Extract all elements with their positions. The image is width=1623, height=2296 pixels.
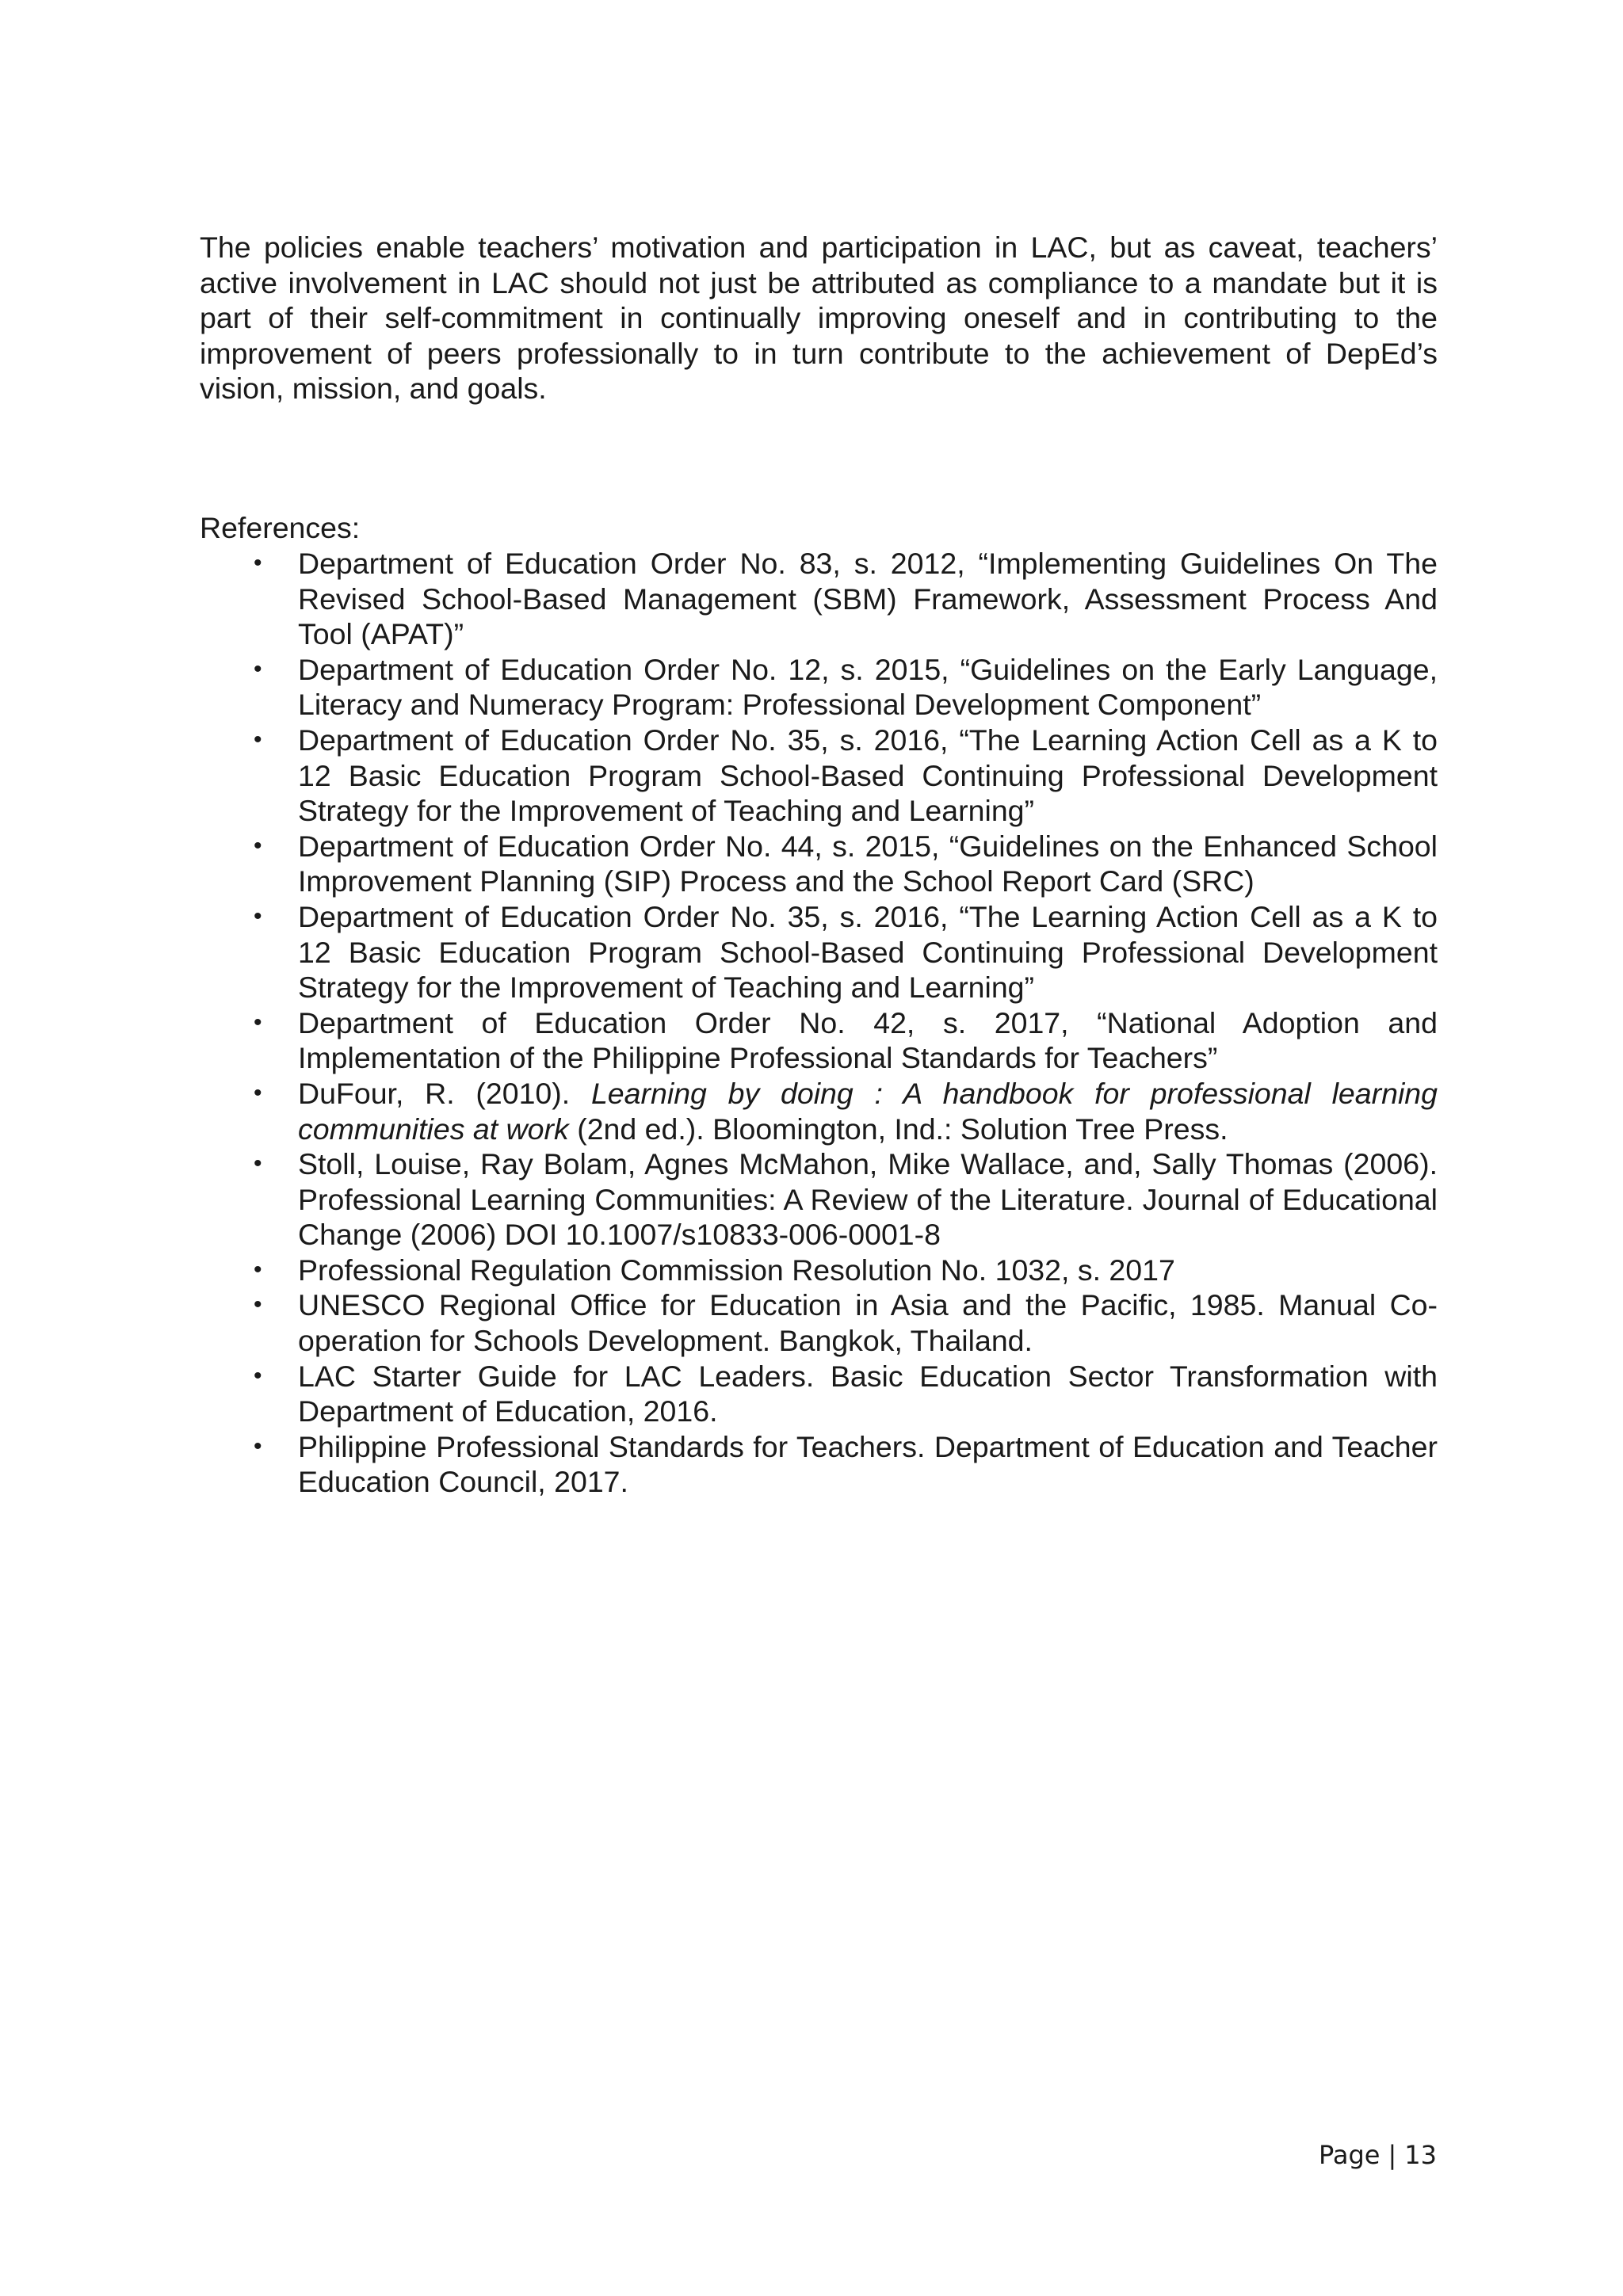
reference-item bbox=[200, 1005, 1438, 1076]
bullet-icon: • bbox=[254, 655, 262, 682]
reference-item bbox=[200, 1076, 1438, 1146]
reference-item bbox=[200, 1429, 1438, 1500]
reference-text: Department of Education Order No. 42, s. 2017, “National Adoption and Implementation of the Philippine Professional Standards for Teachers” bbox=[298, 1005, 1438, 1075]
bullet-icon: • bbox=[254, 550, 262, 576]
bullet-icon: • bbox=[254, 726, 262, 753]
reference-text: Philippine Professional Standards for Teachers. Department of Education and Teacher Education Council, 2017. bbox=[298, 1429, 1438, 1499]
reference-item bbox=[200, 829, 1438, 899]
bullet-icon: • bbox=[254, 832, 262, 859]
bullet-icon: • bbox=[254, 1362, 262, 1389]
reference-item bbox=[200, 1146, 1438, 1253]
bullet-icon: • bbox=[254, 902, 262, 929]
reference-item bbox=[200, 652, 1438, 723]
page-number: 13 bbox=[1404, 2140, 1437, 2170]
reference-book-title: Learning by doing : A handbook for professional learning communities at work bbox=[298, 1076, 1438, 1146]
bullet-icon: • bbox=[254, 1009, 262, 1035]
reference-text: Department of Education Order No. 44, s. 2015, “Guidelines on the Enhanced School Improvement Planning (SIP) Process and the School Report Card (SRC) bbox=[298, 829, 1438, 898]
references-list bbox=[200, 546, 1438, 1500]
reference-text: LAC Starter Guide for LAC Leaders. Basic Education Sector Transformation with Department of Education, 2016. bbox=[298, 1359, 1438, 1428]
page-footer bbox=[1319, 2139, 1437, 2171]
reference-item bbox=[200, 899, 1438, 1005]
reference-text: Department of Education Order No. 35, s. 2016, “The Learning Action Cell as a K to 12 Basic Education Program School-Based Continuing Professional Development Strategy for the Improvement of Teaching and Learning” bbox=[298, 723, 1438, 828]
reference-item bbox=[200, 546, 1438, 652]
reference-text: Professional Regulation Commission Resolution No. 1032, s. 2017 bbox=[298, 1253, 1175, 1287]
reference-text: Department of Education Order No. 12, s. 2015, “Guidelines on the Early Language, Literacy and Numeracy Program: Professional Development Component” bbox=[298, 652, 1438, 722]
reference-text-post: (2nd ed.). Bloomington, Ind.: Solution Tree Press. bbox=[568, 1112, 1228, 1146]
reference-text: UNESCO Regional Office for Education in Asia and the Pacific, 1985. Manual Co-operation for Schools Development. Bangkok, Thailand. bbox=[298, 1288, 1438, 1358]
body-paragraph: The policies enable teachers’ motivation and participation in LAC, but as caveat, teachers’ active involvement in LAC should not just be attributed as compliance to a mandate but it is part of their self-commitment in continually improving oneself and in contributing to the improvement of peers professionally to in turn contribute to the achievement of DepEd’s vision, mission, and goals. bbox=[200, 231, 1438, 406]
reference-item bbox=[200, 1287, 1438, 1358]
reference-text: Department of Education Order No. 35, s. 2016, “The Learning Action Cell as a K to 12 Basic Education Program School-Based Continuing Professional Development Strategy for the Improvement of Teaching and Learning” bbox=[298, 899, 1438, 1005]
page-label: Page bbox=[1319, 2140, 1381, 2170]
reference-item bbox=[200, 723, 1438, 829]
reference-text-pre: DuFour, R. (2010). bbox=[298, 1076, 591, 1110]
reference-text: Department of Education Order No. 83, s. 2012, “Implementing Guidelines On The Revised School-Based Management (SBM) Framework, Assessment Process And Tool (APAT)” bbox=[298, 547, 1438, 651]
footer-separator: | bbox=[1388, 2140, 1397, 2170]
reference-item bbox=[200, 1253, 1438, 1288]
bullet-icon: • bbox=[254, 1432, 262, 1459]
bullet-icon: • bbox=[254, 1079, 262, 1106]
reference-text: Stoll, Louise, Ray Bolam, Agnes McMahon, Mike Wallace, and, Sally Thomas (2006). Professional Learning Communities: A Review of the Literature. Journal of Educational Change (2006) DOI 10.1007/s10833-006-0001-8 bbox=[298, 1147, 1438, 1252]
reference-item bbox=[200, 1359, 1438, 1429]
bullet-icon: • bbox=[254, 1291, 262, 1318]
bullet-icon: • bbox=[254, 1256, 262, 1283]
references-heading: References: bbox=[200, 511, 361, 544]
bullet-icon: • bbox=[254, 1150, 262, 1177]
